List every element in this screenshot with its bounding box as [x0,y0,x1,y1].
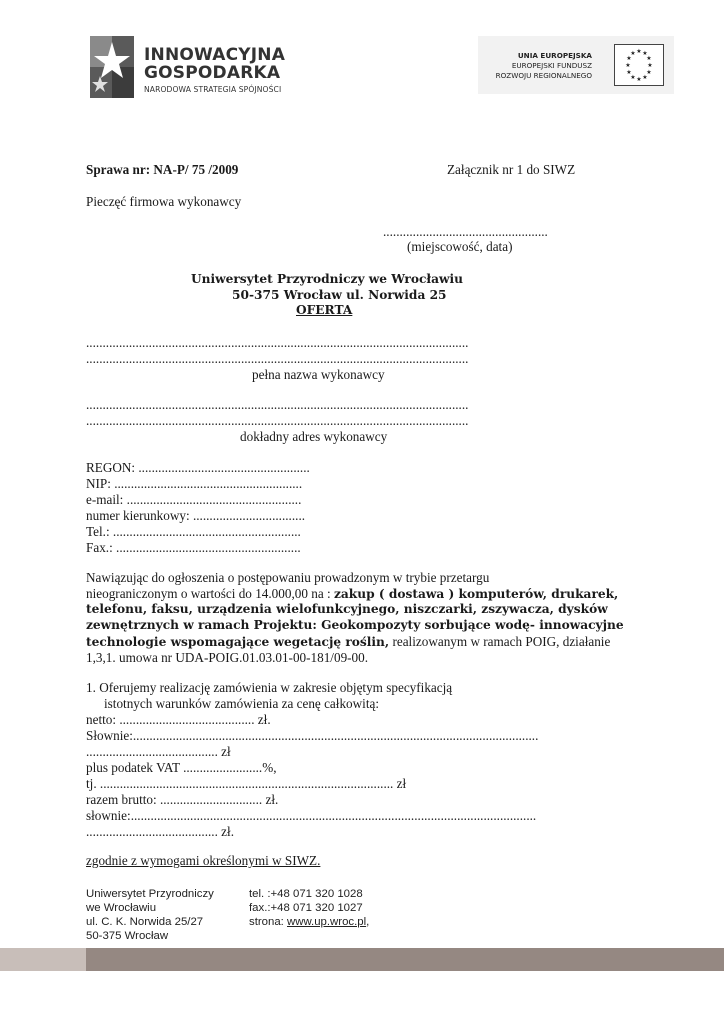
star-emblem-icon [84,32,140,102]
area-code-field[interactable]: numer kierunkowy: .................................. [86,508,306,523]
nip-field[interactable]: NIP: ......................................................... [86,476,303,491]
offer-line-2: istotnych warunków zamówienia za cenę całkowitą: [104,696,379,711]
footer-address-line-1: Uniwersytet Przyrodniczy [86,888,214,900]
intro-line-2 [86,586,618,602]
full-name-field-2[interactable]: .................................................................................................................... [86,351,469,366]
compliance-statement: zgodnie z wymogami określonymi w SIWZ. [86,853,321,868]
place-date-field[interactable]: .................................................. [383,224,548,239]
footer-web [249,915,369,929]
eu-logo-line-3: ROZWOJU REGIONALNEGO [495,71,592,80]
address-label: dokładny adres wykonawcy [240,429,388,444]
intro-line-3: telefonu, faksu, urządzenia wielofunkcyjnego, niszczarki, zszywacza, dysków [86,602,608,616]
company-stamp-label: Pieczęć firmowa wykonawcy [86,194,242,209]
email-field[interactable]: e-mail: ..................................................... [86,492,302,507]
svg-text:★: ★ [646,69,652,76]
recipient-address: 50-375 Wrocław ul. Norwida 25 [232,288,447,302]
footer-web-prefix: strona: [249,916,287,928]
intro-line-5-text: realizowanym w ramach POIG, działanie [389,634,611,649]
svg-text:★: ★ [642,50,648,57]
svg-text:★: ★ [636,48,642,55]
net-words-field[interactable]: Słownie:........................................................................................................................... [86,728,539,743]
footer-fax: fax.:+48 071 320 1027 [249,902,363,914]
eu-fund-logo [478,36,674,94]
vat-rate-field[interactable]: plus podatek VAT ........................%, [86,760,277,775]
footer-address-line-3: ul. C. K. Norwida 25/27 [86,916,204,928]
intro-line-5-bold: technologie wspomagające wegetację roślin, [86,635,390,649]
gross-words-field-cont[interactable]: ........................................ zł. [86,824,234,839]
recipient-name: Uniwersytet Przyrodniczy we Wrocławiu [191,272,463,286]
footer-address-line-4: 50-375 Wrocław [86,930,169,942]
address-field-1[interactable]: .................................................................................................................... [86,397,469,412]
logo-line-2: GOSPODARKA [144,63,281,83]
case-number: Sprawa nr: NA-P/ 75 /2009 [86,162,239,177]
eu-logo-line-1: UNIA EUROPEJSKA [517,51,592,60]
logo-line-3: NARODOWA STRATEGIA SPÓJNOŚCI [144,85,282,94]
intro-line-4: zewnętrznych w ramach Projektu: Geokompozyty sorbujące wodę- innowacyjne [86,618,624,632]
svg-text:★: ★ [636,76,642,83]
eu-logo-text [496,51,592,81]
vat-amount-field[interactable]: tj. ......................................................................................... zł [86,776,407,791]
svg-text:★: ★ [630,74,636,81]
svg-text:★: ★ [642,74,648,81]
place-date-label: (miejscowość, data) [407,239,513,254]
footer-web-link[interactable]: www.up.wroc.pl [287,916,367,928]
footer-bar-light [0,948,86,971]
footer-bar-dark [86,948,724,971]
gross-price-field[interactable]: razem brutto: ............................... zł. [86,792,279,807]
tel-field[interactable]: Tel.: ......................................................... [86,524,301,539]
svg-text:★: ★ [626,69,632,76]
svg-text:★: ★ [626,55,632,62]
intro-line-2-text: nieograniczonym o wartości do 14.000,00 na : [86,586,334,601]
intro-line-6: 1,3,1. umowa nr UDA-POIG.01.03.01-00-181/09-00. [86,650,369,665]
net-price-field[interactable]: netto: ......................................... zł. [86,712,271,727]
document-title: OFERTA [296,303,353,317]
gross-words-field[interactable]: słownie:........................................................................................................................... [86,808,537,823]
footer-web-suffix: , [366,916,370,928]
fax-field[interactable]: Fax.: ........................................................ [86,540,301,555]
intro-line-2-bold: zakup ( dostawa ) komputerów, drukarek, [333,587,619,601]
intro-line-5 [86,634,610,650]
address-field-2[interactable]: .................................................................................................................... [86,413,469,428]
regon-field[interactable]: REGON: .................................................... [86,460,310,475]
footer-address [86,887,214,943]
intro-line-1: Nawiązując do ogłoszenia o postępowaniu prowadzonym w trybie przetargu [86,570,490,585]
svg-text:★: ★ [630,50,636,57]
svg-text:★: ★ [647,62,653,69]
logo-line-1: INNOWACYJNA [144,45,286,65]
full-name-field-1[interactable]: .................................................................................................................... [86,335,469,350]
innowacyjna-gospodarka-logo [84,32,314,102]
footer-tel: tel. :+48 071 320 1028 [249,888,363,900]
full-name-label: pełna nazwa wykonawcy [252,367,385,382]
attachment-label: Załącznik nr 1 do SIWZ [447,162,576,177]
svg-text:★: ★ [625,62,631,69]
net-words-field-cont[interactable]: ........................................ zł [86,744,231,759]
footer-address-line-2: we Wrocławiu [86,902,157,914]
eu-flag-icon [614,44,664,86]
footer-contact [249,887,369,929]
svg-text:★: ★ [646,55,652,62]
eu-logo-line-2: EUROPEJSKI FUNDUSZ [511,61,592,70]
offer-line-1: 1. Oferujemy realizację zamówienia w zakresie objętym specyfikacją [86,680,453,695]
